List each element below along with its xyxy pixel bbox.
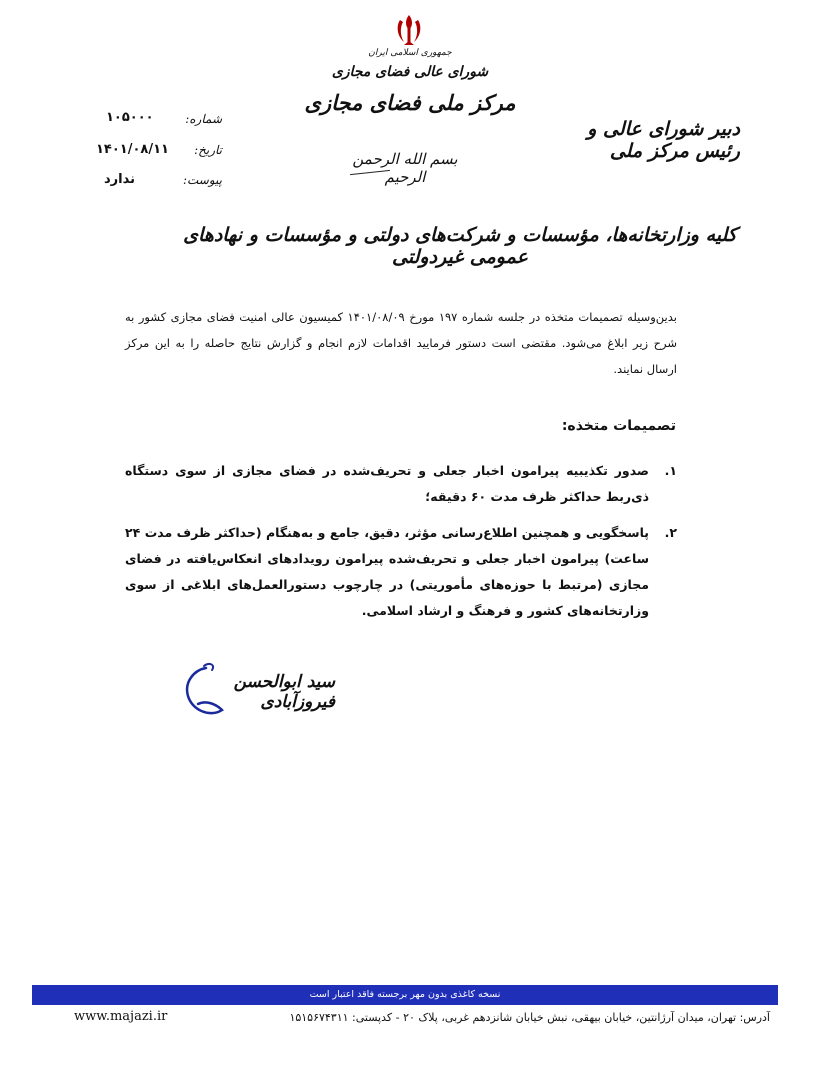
addressee: کلیه وزارتخانه‌ها، مؤسسات و شرکت‌های دولتی و مؤسسات و نهادهای عمومی غیردولتی [183,224,737,268]
iran-emblem-icon [392,12,426,48]
secretary-title: دبیر شورای عالی و رئیس مرکز ملی [587,118,740,162]
decision-item [125,458,677,510]
number-label: شماره: [185,112,222,126]
decision-text: صدور تکذیبیه پیرامون اخبار جعلی و تحریف‌شده در فضای مجازی از سوی دستگاه ذی‌ربط حداکثر ظرف مدت ۶۰ دقیقه؛ [125,463,649,504]
date-value: ۱۴۰۱/۰۸/۱۱ [96,142,169,157]
attachment-value: ندارد [104,172,136,187]
intro-paragraph: بدین‌وسیله تصمیمات متخذه در جلسه شماره ۱۹۷ مورخ ۱۴۰۱/۰۸/۰۹ کمیسیون عالی امنیت فضای مجازی کشور به شرح زیر ابلاغ می‌شود. مقتضی است دستور فرمایید اقدامات لازم انجام و گزارش نتایج حاصله را به این مرکز ارسال نمایند. [125,310,677,376]
footer-address: آدرس: تهران، میدان آرژانتین، خیابان بیهقی، نبش خیابان شانزدهم غربی، پلاک ۲۰ - کدپستی: ۱۵۱۵۶۷۴۳۱۱ [289,1011,770,1024]
attachment-label: پیوست: [182,173,222,187]
footer-website-link[interactable]: www.majazi.ir [74,1009,168,1024]
center-name: مرکز ملی فضای مجازی [304,90,516,115]
decision-number: ۱. [664,463,677,478]
council-name: شورای عالی فضای مجازی [331,64,489,80]
republic-name: جمهوری اسلامی ایران [368,48,452,58]
decisions-title: تصمیمات متخذه: [561,418,676,434]
bismillah: بسم الله الرحمن الرحیم [352,150,458,186]
decision-number: ۲. [664,525,677,540]
signature-name: سید ابوالحسن فیروزآبادی [233,672,335,712]
decision-item [125,520,677,624]
decision-text: پاسخگویی و همچنین اطلاع‌رسانی مؤثر، دقیق، جامع و به‌هنگام (حداکثر ظرف مدت ۲۴ ساعت) پیرامون اخبار جعلی و تحریف‌شده پیرامون رویدادهای انعکاس‌یافته در فضای مجازی (مرتبط با حوزه‌های مأموریتی) در چارچوب دستورالعمل‌های ابلاغی از سوی وزارتخانه‌های کشور و فرهنگ و ارشاد اسلامی. [125,525,649,618]
number-value: ۱۰۵۰۰۰ [106,110,154,125]
date-label: تاریخ: [194,143,222,157]
footer-notice-bar: نسخه کاغذی بدون مهر برجسته فاقد اعتبار است [32,985,778,1005]
